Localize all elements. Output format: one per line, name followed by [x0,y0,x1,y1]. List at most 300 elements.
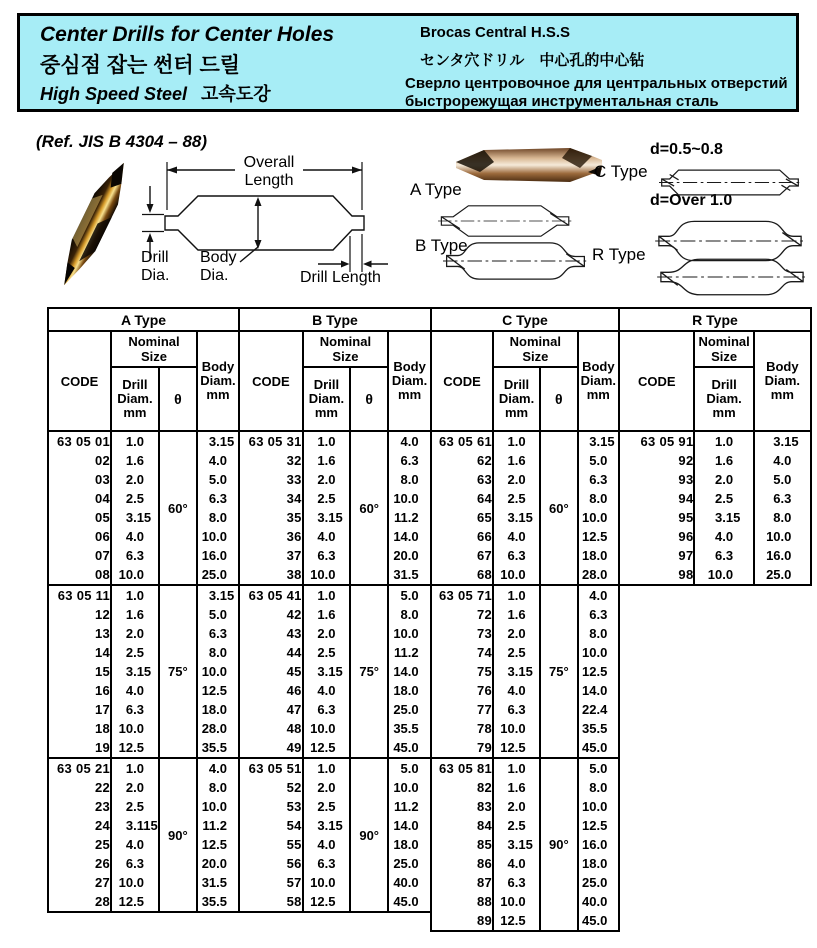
body-diam-cell: 12.5 [197,681,239,700]
table-row [240,662,430,681]
code-cell: 88 [476,894,493,909]
body-diam-cell: 18.0 [197,700,239,719]
code-cell: 43 [286,626,302,641]
drill-diam-cell: 4.0 [111,835,159,854]
code-cell: 46 [286,683,302,698]
table-row [48,681,239,700]
code-cell: 34 [286,491,302,506]
drill-diam-cell: 2.5 [493,489,540,508]
body-diam-cell: 6.3 [197,489,239,508]
code-cell: 73 [476,626,493,641]
table-row [431,911,619,931]
code-cell: 14 [94,645,111,660]
code-cell: 77 [476,702,493,717]
angle-block [240,431,430,585]
col-header-body-diam: Body Diam. mm [388,331,430,431]
table-row [240,585,430,605]
drill-length-label: Drill Length [300,269,381,286]
body-diam-cell: 11.2 [388,508,430,527]
drill-diam-cell: 10.0 [493,565,540,585]
body-diam-cell: 8.0 [197,778,239,797]
table-row [431,451,619,470]
drill-diam-cell: 2.0 [111,778,159,797]
body-diam-cell: 8.0 [388,605,430,624]
code-cell: 38 [286,567,302,582]
drill-diam-cell: 1.6 [694,451,753,470]
table-row [431,797,619,816]
table-row [48,738,239,758]
body-diam-cell: 4.0 [197,758,239,778]
drill-diam-cell: 2.0 [303,624,351,643]
body-diam-cell: 10.0 [754,527,811,546]
body-diam-cell: 25.0 [197,565,239,585]
drill-diam-cell: 12.5 [493,911,540,931]
code-cell: 57 [286,875,302,890]
body-diam-cell: 3.15 [197,431,239,451]
code-cell: 86 [476,856,493,871]
code-cell: 24 [94,818,111,833]
header-banner [17,13,799,112]
theta-cell: 75° [350,585,388,758]
table-row [431,546,619,565]
table-row [240,527,430,546]
code-cell: 84 [476,818,493,833]
code-cell: 63 05 31 [248,434,302,449]
body-diam-cell: 20.0 [197,854,239,873]
table-row [620,508,811,527]
code-cell: 48 [286,721,302,736]
drill-diam-cell: 2.0 [303,778,351,797]
angle-block [48,431,239,585]
drill-diam-cell: 3.15 [111,662,159,681]
body-diam-cell: 8.0 [197,508,239,527]
theta-cell: 90° [540,758,578,931]
table-row [48,873,239,892]
spec-table-a-type [47,307,240,913]
drill-diam-cell: 3.15 [493,662,540,681]
code-cell: 65 [476,510,493,525]
table-row [240,508,430,527]
drill-diam-cell: 6.3 [303,546,351,565]
body-diam-cell: 5.0 [578,451,619,470]
col-header-body-diam: Body Diam. mm [754,331,811,431]
drill-diam-cell: 4.0 [111,681,159,700]
table-row [48,489,239,508]
table-row [620,431,811,451]
col-header-theta: θ [159,367,197,431]
body-diam-cell: 22.4 [578,700,619,719]
code-cell: 83 [476,799,493,814]
drill-diam-cell: 6.3 [111,700,159,719]
body-diam-cell: 3.15 [197,585,239,605]
r-type-label: R Type [592,245,646,264]
angle-block [240,585,430,758]
r-type-drawing [648,248,816,306]
drill-diam-cell: 1.0 [111,758,159,778]
code-cell: 26 [94,856,111,871]
code-cell: 62 [476,453,493,468]
table-row [48,527,239,546]
angle-block [620,431,811,585]
body-diam-cell: 4.0 [578,585,619,605]
body-diam-cell: 6.3 [197,624,239,643]
table-row [431,624,619,643]
title-es: Brocas Central H.S.S [420,24,571,41]
angle-block [240,758,430,912]
table-row [620,546,811,565]
b-type-label: B Type [415,236,468,255]
table-row [48,719,239,738]
code-cell: 37 [286,548,302,563]
code-cell: 64 [476,491,493,506]
col-header-body-diam: Body Diam. mm [578,331,619,431]
body-diam-cell: 31.5 [197,873,239,892]
body-diam-cell: 8.0 [578,624,619,643]
drill-photo-vertical [44,150,144,298]
body-diam-cell: 25.0 [388,700,430,719]
body-diam-cell: 5.0 [578,758,619,778]
drill-diam-cell: 2.0 [493,624,540,643]
theta-cell: 60° [159,431,197,585]
body-diam-cell: 4.0 [388,431,430,451]
body-diam-cell: 6.3 [578,470,619,489]
code-cell: 96 [678,529,694,544]
a-type-label: A Type [410,180,462,199]
table-row [431,431,619,451]
body-diam-cell: 35.5 [197,738,239,758]
body-diam-cell: 45.0 [388,892,430,912]
body-diam-cell: 20.0 [388,546,430,565]
table-row [48,662,239,681]
table-row [431,892,619,911]
table-title: C Type [431,308,619,331]
body-diam-cell: 12.5 [578,662,619,681]
body-diam-cell: 31.5 [388,565,430,585]
body-diam-cell: 10.0 [578,797,619,816]
drill-diam-cell: 10.0 [694,565,753,585]
body-diam-cell: 5.0 [388,758,430,778]
table-row [431,565,619,585]
drill-diam-cell: 4.0 [694,527,753,546]
body-diam-cell: 8.0 [578,778,619,797]
code-cell: 32 [286,453,302,468]
body-diam-cell: 18.0 [578,546,619,565]
drill-dia-label: Drill Dia. [141,249,170,284]
drill-diam-cell: 2.5 [303,489,351,508]
spec-table-b-type [240,307,430,913]
body-diam-cell: 11.2 [388,643,430,662]
code-cell: 66 [476,529,493,544]
theta-cell: 60° [350,431,388,585]
drill-diam-cell: 6.3 [303,854,351,873]
drill-diam-cell: 10.0 [493,892,540,911]
col-header-drill-diam: Drill Diam. mm [303,367,351,431]
drill-diam-cell: 2.5 [111,797,159,816]
drill-diam-cell: 6.3 [493,700,540,719]
code-cell: 23 [94,799,111,814]
drill-diam-cell: 3.15 [493,835,540,854]
angle-block [431,431,619,585]
table-row [620,489,811,508]
body-diam-cell: 8.0 [754,508,811,527]
body-diam-cell: 8.0 [578,489,619,508]
code-cell: 87 [476,875,493,890]
table-row [240,778,430,797]
drill-diam-cell: 3.15 [694,508,753,527]
table-row [48,546,239,565]
body-diam-cell: 40.0 [578,892,619,911]
drill-diam-cell: 1.6 [111,605,159,624]
drill-diam-cell: 4.0 [493,527,540,546]
angle-block [48,758,239,912]
table-row [240,816,430,835]
code-cell: 93 [678,472,694,487]
code-cell: 63 05 71 [439,588,493,603]
drill-diam-cell: 1.0 [694,431,753,451]
theta-cell: 75° [540,585,578,758]
table-row [48,431,239,451]
body-diam-cell: 10.0 [197,527,239,546]
col-header-drill-diam: Drill Diam. mm [694,367,753,431]
table-row [431,681,619,700]
angle-block [431,585,619,758]
drill-diam-cell: 6.3 [111,546,159,565]
drill-diam-cell: 6.3 [694,546,753,565]
drill-diam-cell: 1.6 [303,605,351,624]
table-row [240,470,430,489]
code-cell: 63 05 91 [640,434,694,449]
angle-block [431,758,619,931]
table-row [240,681,430,700]
drill-diam-cell: 10.0 [303,719,351,738]
body-diam-cell: 10.0 [388,489,430,508]
code-cell: 06 [94,529,111,544]
table-row [240,758,430,778]
drill-diam-cell: 1.0 [111,431,159,451]
table-row [240,451,430,470]
angle-block [48,585,239,758]
table-row [48,758,239,778]
table-row [240,835,430,854]
table-row [431,700,619,719]
body-diam-cell: 45.0 [388,738,430,758]
code-cell: 63 05 61 [439,434,493,449]
table-row [431,778,619,797]
body-diam-cell: 8.0 [197,643,239,662]
col-header-theta: θ [540,367,578,431]
body-diam-cell: 12.5 [578,816,619,835]
page-subtitle [40,80,271,106]
body-diam-cell: 3.15 [754,431,811,451]
body-diam-cell: 25.0 [578,873,619,892]
table-row [620,451,811,470]
drill-diam-cell: 1.0 [111,585,159,605]
table-row [48,565,239,585]
code-cell: 95 [678,510,694,525]
code-cell: 89 [476,913,493,928]
code-cell: 35 [286,510,302,525]
col-header-code: CODE [60,373,99,389]
code-cell: 63 05 01 [57,434,111,449]
drill-diam-cell: 10.0 [493,719,540,738]
code-cell: 42 [286,607,302,622]
table-row [240,546,430,565]
b-type-drawing [443,228,588,294]
drill-diam-cell: 2.5 [493,816,540,835]
body-diam-cell: 40.0 [388,873,430,892]
table-row [431,585,619,605]
drill-diam-cell: 1.6 [493,451,540,470]
table-row [48,835,239,854]
drill-diam-cell: 2.0 [303,470,351,489]
drill-diam-cell: 3.15 [493,508,540,527]
code-cell: 03 [94,472,111,487]
table-row [240,854,430,873]
table-row [240,489,430,508]
body-diam-cell: 5.0 [388,585,430,605]
drill-diam-cell: 2.5 [303,643,351,662]
table-row [240,700,430,719]
drill-diam-cell: 2.0 [694,470,753,489]
drill-diam-cell: 1.6 [493,605,540,624]
body-diam-cell: 18.0 [578,854,619,873]
drill-diam-cell: 12.5 [111,892,159,912]
table-row [48,854,239,873]
table-row [431,873,619,892]
col-header-code: CODE [637,373,676,389]
code-cell: 13 [94,626,111,641]
body-diam-cell: 3.15 [578,431,619,451]
code-cell: 97 [678,548,694,563]
subtitle-en: High Speed Steel [40,84,188,104]
body-diam-cell: 16.0 [578,835,619,854]
subtitle-ko: 고속도강 [201,84,271,104]
code-cell: 12 [94,607,111,622]
table-row [431,470,619,489]
drill-photo-horizontal [450,142,608,188]
col-header-nominal-size: Nominal Size [111,331,197,367]
code-cell: 08 [94,567,111,582]
code-cell: 22 [94,780,111,795]
body-diam-cell: 14.0 [388,527,430,546]
table-title: R Type [620,308,811,331]
code-cell: 45 [286,664,302,679]
body-diam-cell: 35.5 [197,892,239,912]
drill-diam-cell: 1.6 [111,451,159,470]
code-cell: 28 [94,894,111,909]
table-row [48,585,239,605]
drill-diam-cell: 12.5 [111,738,159,758]
drill-diam-cell: 10.0 [303,873,351,892]
code-cell: 17 [94,702,111,717]
body-diam-cell: 18.0 [388,681,430,700]
title-ru-line2: быстрорежущая инструментальная сталь [405,93,719,110]
body-diam-cell: 35.5 [578,719,619,738]
drill-diam-cell: 1.0 [303,585,351,605]
body-diam-cell: 16.0 [754,546,811,565]
table-row [431,719,619,738]
drill-diam-cell: 2.0 [111,624,159,643]
code-cell: 27 [94,875,111,890]
code-cell: 58 [286,894,302,909]
drill-diam-cell: 6.3 [493,546,540,565]
table-row [431,605,619,624]
body-diam-cell: 5.0 [197,470,239,489]
body-diam-cell: 28.0 [197,719,239,738]
body-diam-cell: 14.0 [388,816,430,835]
body-diam-cell: 18.0 [388,835,430,854]
body-diam-cell: 6.3 [578,605,619,624]
body-diam-cell: 10.0 [388,624,430,643]
body-diam-cell: 5.0 [754,470,811,489]
drill-diam-cell: 1.0 [303,758,351,778]
code-cell: 07 [94,548,111,563]
code-cell: 25 [94,837,111,852]
table-row [240,797,430,816]
code-cell: 63 05 11 [57,588,111,603]
code-cell: 72 [476,607,493,622]
table-row [240,431,430,451]
c-type-large-d-note: d=Over 1.0 [650,192,733,209]
col-header-theta: θ [350,367,388,431]
table-row [48,816,239,835]
drill-diam-cell: 2.5 [111,643,159,662]
table-row [48,892,239,912]
body-diam-cell: 4.0 [754,451,811,470]
drill-diam-cell: 2.5 [493,643,540,662]
code-cell: 82 [476,780,493,795]
theta-cell: 90° [350,758,388,912]
page-title-en: Center Drills for Center Holes [40,23,335,46]
drill-diam-cell: 1.0 [493,758,540,778]
drill-diam-cell: 1.0 [493,431,540,451]
body-diam-cell: 10.0 [388,778,430,797]
page-title-ko: 중심점 잡는 썬터 드릴 [40,54,241,77]
body-diam-cell: 45.0 [578,738,619,758]
code-cell: 85 [476,837,493,852]
drill-diam-cell: 2.5 [303,797,351,816]
table-row [240,892,430,912]
body-diam-cell: 4.0 [197,451,239,470]
drill-diam-cell: 3.15 [303,662,351,681]
code-cell: 94 [678,491,694,506]
body-diam-cell: 5.0 [197,605,239,624]
drill-diam-cell: 1.0 [303,431,351,451]
col-header-drill-diam: Drill Diam. mm [111,367,159,431]
table-row [48,605,239,624]
table-title: A Type [48,308,239,331]
code-cell: 63 [476,472,493,487]
body-diam-cell: 10.0 [578,643,619,662]
table-row [48,700,239,719]
drill-diam-cell: 4.0 [303,681,351,700]
table-title: B Type [240,308,430,331]
table-row [48,624,239,643]
code-cell: 36 [286,529,302,544]
code-cell: 02 [94,453,111,468]
body-diam-cell: 6.3 [388,451,430,470]
body-diam-cell: 10.0 [197,797,239,816]
drill-diam-cell: 6.3 [111,854,159,873]
drill-diam-cell: 3.15 [303,508,351,527]
drill-diam-cell: 10.0 [111,719,159,738]
c-type-small-d-note: d=0.5~0.8 [650,141,723,158]
drill-diam-cell: 4.0 [493,854,540,873]
col-header-nominal-size: Nominal Size [694,331,753,367]
table-row [240,738,430,758]
code-cell: 19 [94,740,111,755]
table-row [48,643,239,662]
